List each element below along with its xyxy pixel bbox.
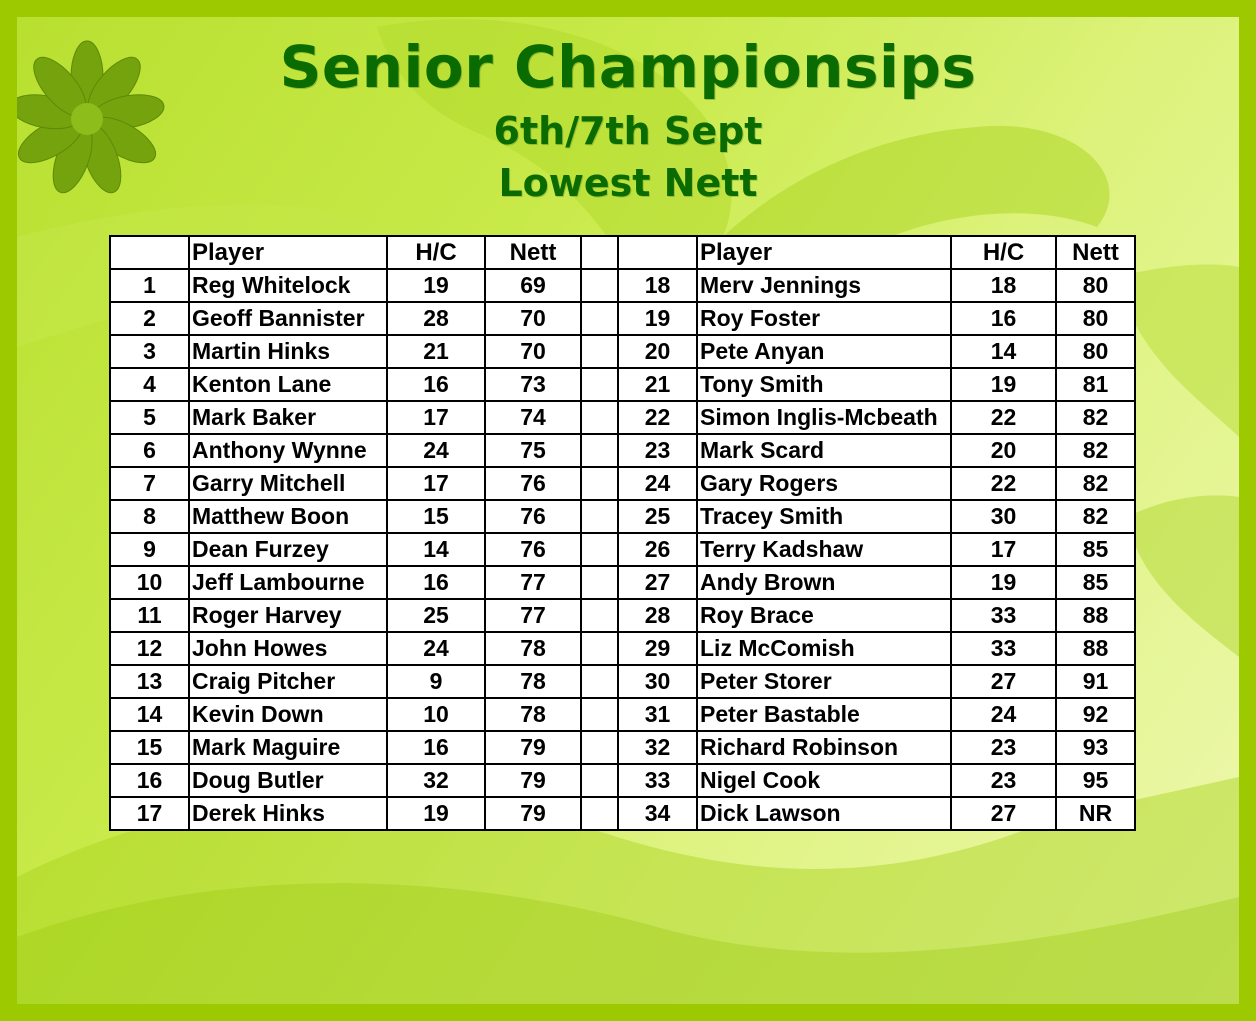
- position-cell: 16: [110, 764, 189, 797]
- table-row: [110, 764, 1135, 797]
- hc-cell: 9: [387, 665, 485, 698]
- nett-cell: NR: [1056, 797, 1135, 830]
- nett-cell: 93: [1056, 731, 1135, 764]
- table-row: [110, 335, 1135, 368]
- nett-cell: 79: [485, 797, 581, 830]
- column-gap: [581, 236, 618, 269]
- background-panel: [17, 17, 1239, 1004]
- position-cell: 32: [618, 731, 697, 764]
- nett-cell: 80: [1056, 269, 1135, 302]
- player-cell: Merv Jennings: [697, 269, 951, 302]
- column-gap: [581, 632, 618, 665]
- hc-cell: 17: [387, 401, 485, 434]
- column-gap: [581, 302, 618, 335]
- column-gap: [581, 665, 618, 698]
- nett-cell: 69: [485, 269, 581, 302]
- nett-cell: 75: [485, 434, 581, 467]
- nett-cell: 82: [1056, 401, 1135, 434]
- column-gap: [581, 731, 618, 764]
- player-cell: Tracey Smith: [697, 500, 951, 533]
- nett-cell: 79: [485, 731, 581, 764]
- position-cell: 31: [618, 698, 697, 731]
- player-cell: Geoff Bannister: [189, 302, 387, 335]
- table-row: [110, 599, 1135, 632]
- player-cell: Richard Robinson: [697, 731, 951, 764]
- nett-cell: 78: [485, 665, 581, 698]
- nett-cell: 81: [1056, 368, 1135, 401]
- position-cell: 11: [110, 599, 189, 632]
- hc-cell: 24: [951, 698, 1056, 731]
- player-cell: Roy Foster: [697, 302, 951, 335]
- hc-cell: 19: [387, 269, 485, 302]
- column-gap: [581, 797, 618, 830]
- table-header-row: [110, 236, 1135, 269]
- player-cell: Derek Hinks: [189, 797, 387, 830]
- player-cell: Craig Pitcher: [189, 665, 387, 698]
- hc-cell: 15: [387, 500, 485, 533]
- hc-cell: 16: [387, 566, 485, 599]
- column-gap: [581, 500, 618, 533]
- position-cell: 5: [110, 401, 189, 434]
- column-gap: [581, 269, 618, 302]
- column-gap: [581, 401, 618, 434]
- column-gap: [581, 434, 618, 467]
- player-cell: Anthony Wynne: [189, 434, 387, 467]
- hc-cell: 32: [387, 764, 485, 797]
- hc-cell: 10: [387, 698, 485, 731]
- hc-cell: 16: [387, 368, 485, 401]
- player-cell: Dean Furzey: [189, 533, 387, 566]
- hc-cell: 14: [387, 533, 485, 566]
- nett-cell: 91: [1056, 665, 1135, 698]
- player-cell: Liz McComish: [697, 632, 951, 665]
- nett-cell: 74: [485, 401, 581, 434]
- table-row: [110, 401, 1135, 434]
- page-title: Senior Championsips: [279, 33, 977, 101]
- player-cell: Kevin Down: [189, 698, 387, 731]
- column-gap: [581, 368, 618, 401]
- hc-cell: 21: [387, 335, 485, 368]
- nett-cell: 85: [1056, 566, 1135, 599]
- position-cell: 14: [110, 698, 189, 731]
- position-cell: 33: [618, 764, 697, 797]
- position-cell: 26: [618, 533, 697, 566]
- position-cell: 2: [110, 302, 189, 335]
- hc-cell: 27: [951, 665, 1056, 698]
- player-header-right: Player: [697, 236, 951, 269]
- nett-header-left: Nett: [485, 236, 581, 269]
- player-cell: Peter Bastable: [697, 698, 951, 731]
- position-header-right: [618, 236, 697, 269]
- column-gap: [581, 467, 618, 500]
- hc-cell: 19: [951, 566, 1056, 599]
- player-cell: Jeff Lambourne: [189, 566, 387, 599]
- table-row: [110, 632, 1135, 665]
- nett-cell: 82: [1056, 500, 1135, 533]
- position-cell: 15: [110, 731, 189, 764]
- hc-cell: 23: [951, 764, 1056, 797]
- nett-cell: 76: [485, 533, 581, 566]
- player-cell: Mark Scard: [697, 434, 951, 467]
- nett-cell: 76: [485, 500, 581, 533]
- nett-cell: 80: [1056, 302, 1135, 335]
- nett-cell: 70: [485, 335, 581, 368]
- hc-header-left: H/C: [387, 236, 485, 269]
- table-row: [110, 731, 1135, 764]
- position-cell: 34: [618, 797, 697, 830]
- position-cell: 12: [110, 632, 189, 665]
- player-cell: John Howes: [189, 632, 387, 665]
- position-cell: 3: [110, 335, 189, 368]
- position-cell: 13: [110, 665, 189, 698]
- nett-cell: 82: [1056, 434, 1135, 467]
- table-row: [110, 368, 1135, 401]
- player-cell: Nigel Cook: [697, 764, 951, 797]
- column-gap: [581, 698, 618, 731]
- results-table: [109, 235, 1136, 831]
- table-row: [110, 434, 1135, 467]
- hc-cell: 30: [951, 500, 1056, 533]
- player-cell: Roger Harvey: [189, 599, 387, 632]
- player-cell: Andy Brown: [697, 566, 951, 599]
- column-gap: [581, 764, 618, 797]
- position-cell: 6: [110, 434, 189, 467]
- position-cell: 18: [618, 269, 697, 302]
- hc-cell: 20: [951, 434, 1056, 467]
- hc-cell: 17: [951, 533, 1056, 566]
- hc-cell: 14: [951, 335, 1056, 368]
- hc-cell: 25: [387, 599, 485, 632]
- table-row: [110, 302, 1135, 335]
- nett-cell: 88: [1056, 632, 1135, 665]
- position-cell: 25: [618, 500, 697, 533]
- nett-cell: 78: [485, 632, 581, 665]
- player-cell: Tony Smith: [697, 368, 951, 401]
- table-row: [110, 500, 1135, 533]
- player-cell: Martin Hinks: [189, 335, 387, 368]
- nett-cell: 70: [485, 302, 581, 335]
- hc-cell: 17: [387, 467, 485, 500]
- nett-cell: 73: [485, 368, 581, 401]
- position-cell: 21: [618, 368, 697, 401]
- nett-cell: 79: [485, 764, 581, 797]
- hc-cell: 19: [387, 797, 485, 830]
- hc-cell: 33: [951, 632, 1056, 665]
- position-header-left: [110, 236, 189, 269]
- position-cell: 28: [618, 599, 697, 632]
- nett-cell: 92: [1056, 698, 1135, 731]
- player-cell: Simon Inglis-Mcbeath: [697, 401, 951, 434]
- player-cell: Terry Kadshaw: [697, 533, 951, 566]
- hc-cell: 27: [951, 797, 1056, 830]
- hc-cell: 18: [951, 269, 1056, 302]
- competition-category: Lowest Nett: [498, 161, 758, 205]
- hc-cell: 16: [951, 302, 1056, 335]
- table-row: [110, 797, 1135, 830]
- nett-cell: 78: [485, 698, 581, 731]
- nett-cell: 77: [485, 566, 581, 599]
- player-cell: Peter Storer: [697, 665, 951, 698]
- hc-cell: 33: [951, 599, 1056, 632]
- table-row: [110, 467, 1135, 500]
- nett-header-right: Nett: [1056, 236, 1135, 269]
- position-cell: 10: [110, 566, 189, 599]
- hc-cell: 23: [951, 731, 1056, 764]
- position-cell: 4: [110, 368, 189, 401]
- nett-cell: 88: [1056, 599, 1135, 632]
- player-cell: Pete Anyan: [697, 335, 951, 368]
- hc-cell: 16: [387, 731, 485, 764]
- table-row: [110, 269, 1135, 302]
- player-cell: Doug Butler: [189, 764, 387, 797]
- position-cell: 20: [618, 335, 697, 368]
- player-cell: Garry Mitchell: [189, 467, 387, 500]
- column-gap: [581, 566, 618, 599]
- position-cell: 24: [618, 467, 697, 500]
- hc-cell: 22: [951, 401, 1056, 434]
- position-cell: 22: [618, 401, 697, 434]
- hc-cell: 24: [387, 434, 485, 467]
- hc-cell: 22: [951, 467, 1056, 500]
- table-row: [110, 566, 1135, 599]
- hc-cell: 24: [387, 632, 485, 665]
- nett-cell: 82: [1056, 467, 1135, 500]
- player-cell: Reg Whitelock: [189, 269, 387, 302]
- position-cell: 27: [618, 566, 697, 599]
- hc-cell: 19: [951, 368, 1056, 401]
- player-cell: Roy Brace: [697, 599, 951, 632]
- player-cell: Matthew Boon: [189, 500, 387, 533]
- position-cell: 1: [110, 269, 189, 302]
- nett-cell: 85: [1056, 533, 1135, 566]
- nett-cell: 76: [485, 467, 581, 500]
- event-date: 6th/7th Sept: [493, 109, 763, 153]
- nett-cell: 95: [1056, 764, 1135, 797]
- hc-cell: 28: [387, 302, 485, 335]
- position-cell: 8: [110, 500, 189, 533]
- position-cell: 9: [110, 533, 189, 566]
- player-cell: Dick Lawson: [697, 797, 951, 830]
- hc-header-right: H/C: [951, 236, 1056, 269]
- player-header-left: Player: [189, 236, 387, 269]
- player-cell: Kenton Lane: [189, 368, 387, 401]
- column-gap: [581, 599, 618, 632]
- player-cell: Gary Rogers: [697, 467, 951, 500]
- table-row: [110, 533, 1135, 566]
- position-cell: 19: [618, 302, 697, 335]
- position-cell: 29: [618, 632, 697, 665]
- position-cell: 17: [110, 797, 189, 830]
- table-row: [110, 698, 1135, 731]
- position-cell: 7: [110, 467, 189, 500]
- column-gap: [581, 335, 618, 368]
- player-cell: Mark Maguire: [189, 731, 387, 764]
- column-gap: [581, 533, 618, 566]
- table-row: [110, 665, 1135, 698]
- position-cell: 23: [618, 434, 697, 467]
- player-cell: Mark Baker: [189, 401, 387, 434]
- position-cell: 30: [618, 665, 697, 698]
- results-body: [110, 269, 1135, 830]
- nett-cell: 77: [485, 599, 581, 632]
- nett-cell: 80: [1056, 335, 1135, 368]
